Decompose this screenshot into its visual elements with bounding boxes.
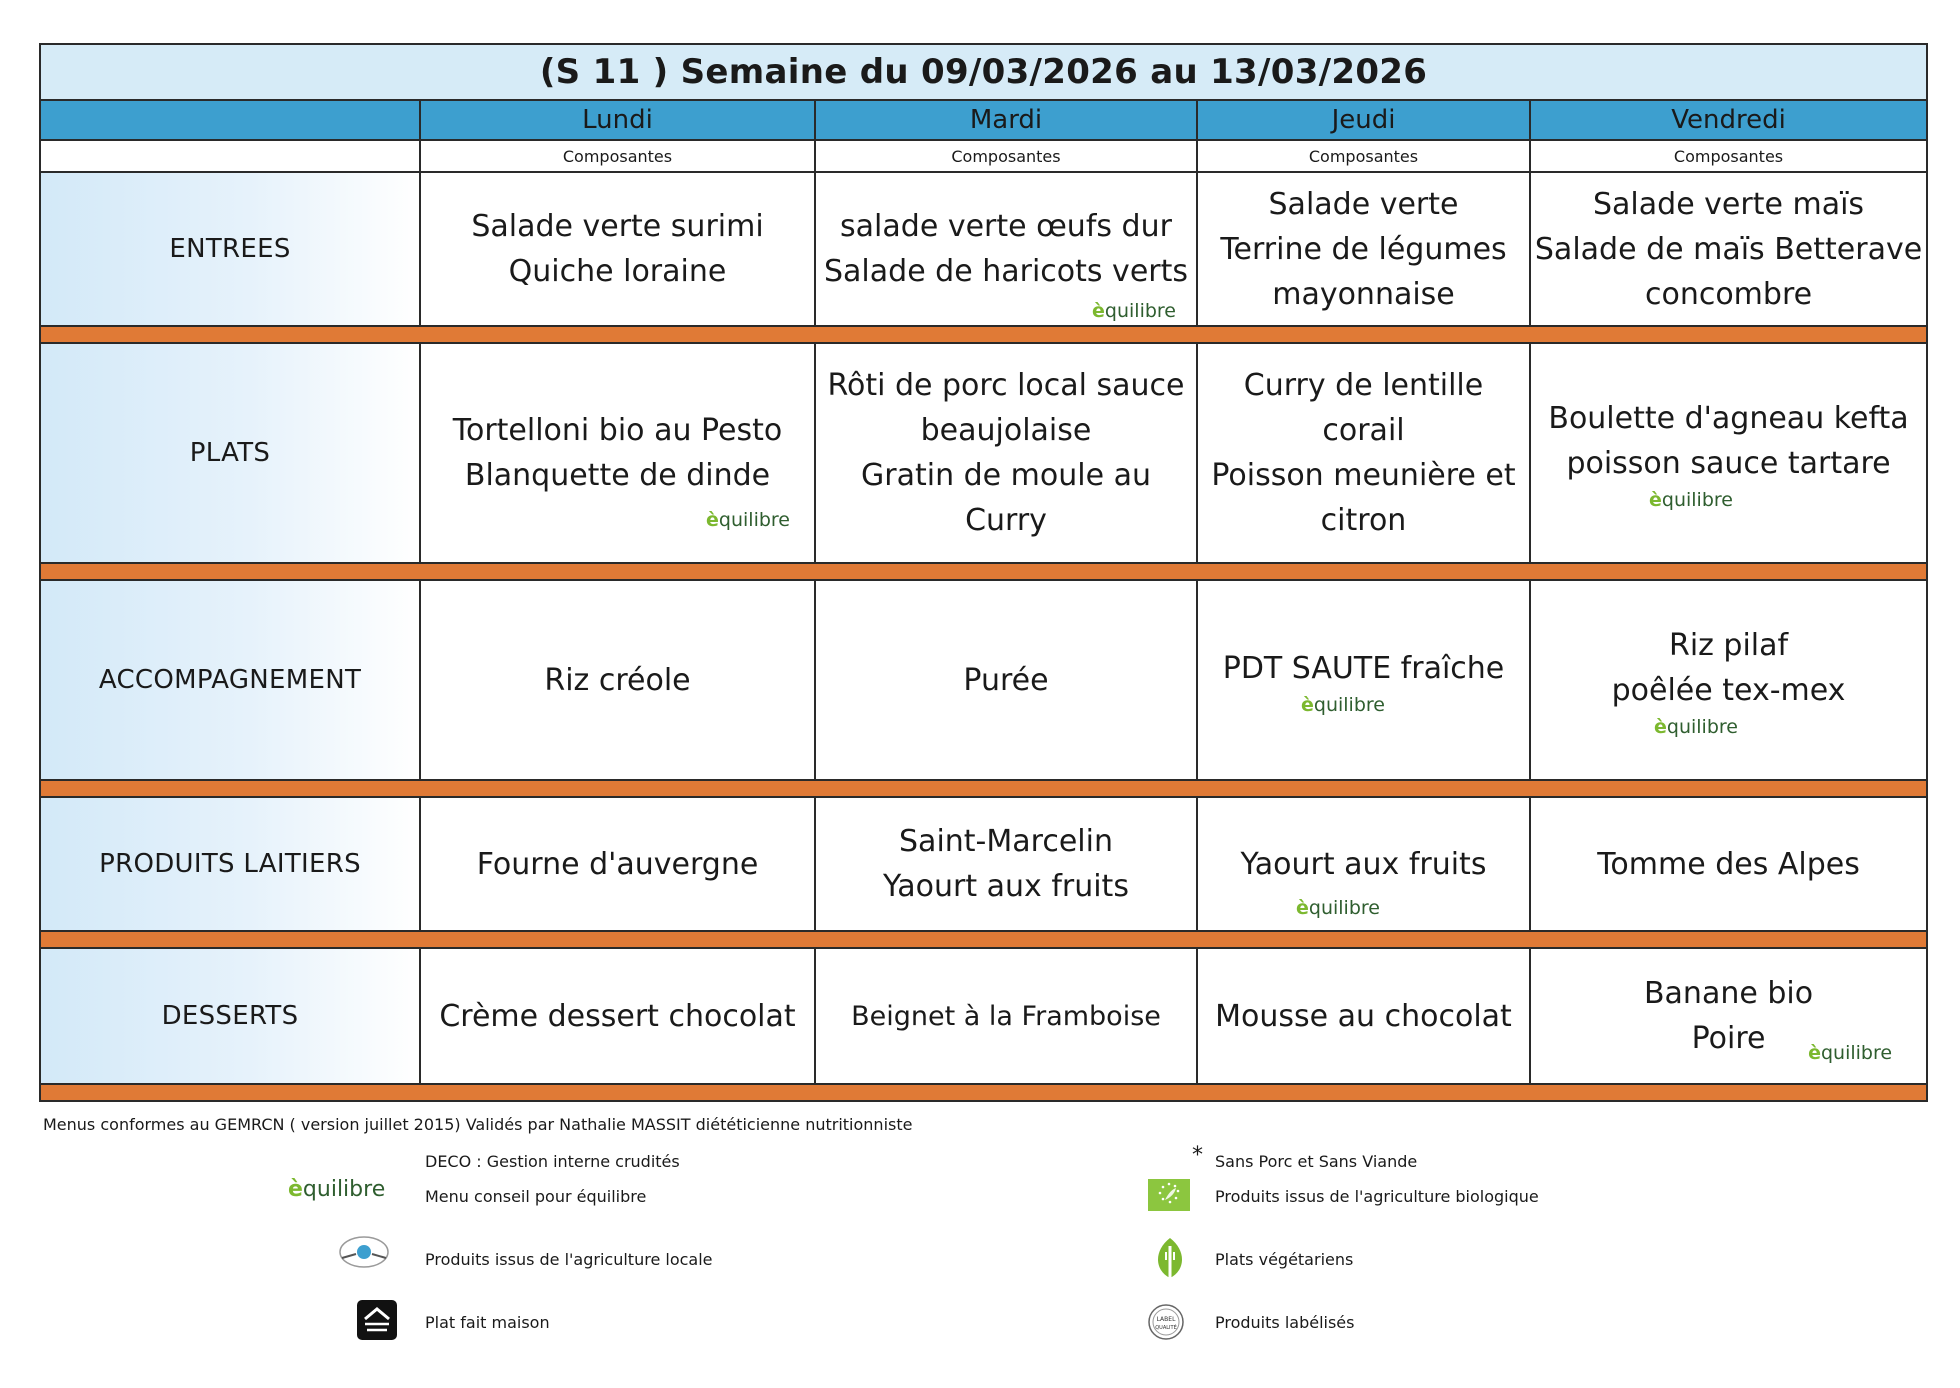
dish-name: salade verte œufs dur xyxy=(840,209,1172,244)
dish-name: Rôti de porc local sauce xyxy=(827,368,1185,403)
row-separator xyxy=(40,1084,1927,1101)
equilibre-logo-icon: èquilibre xyxy=(1092,300,1176,322)
dish-name: Salade de maïs Betterave xyxy=(1534,231,1923,267)
menu-cell-mardi xyxy=(815,580,1197,780)
vegetarian-leaf-icon xyxy=(1152,1236,1188,1288)
equilibre-label: quilibre xyxy=(718,509,790,531)
menu-cell-lundi xyxy=(420,172,815,326)
dish-name: Salade de haricots verts xyxy=(824,254,1188,289)
components-label: Composantes xyxy=(815,140,1197,172)
components-row xyxy=(40,140,1927,172)
dish-name: Poisson meunière et xyxy=(1211,458,1516,493)
dish-name: Mousse au chocolat xyxy=(1215,998,1512,1034)
dish-name: Salade verte xyxy=(1268,186,1459,222)
separator-bar xyxy=(40,931,1927,948)
dish-name: poisson sauce tartare xyxy=(1566,446,1891,481)
menu-cell-vendredi xyxy=(1530,343,1927,563)
dish-name: Boulette d'agneau kefta xyxy=(1548,401,1909,436)
weekly-menu-table xyxy=(39,43,1928,1102)
dish-name: mayonnaise xyxy=(1272,276,1455,312)
menu-cell-mardi xyxy=(815,172,1197,326)
dish-name: PDT SAUTE fraîche xyxy=(1222,650,1505,686)
day-header-row xyxy=(40,100,1927,140)
organic-leaf-icon xyxy=(1147,1178,1191,1212)
dish-name: Salade verte maïs xyxy=(1593,186,1865,222)
category-label: ENTREES xyxy=(40,172,420,326)
legend-bio: Produits issus de l'agriculture biologique xyxy=(1215,1187,1539,1206)
legend-label: Produits labélisés xyxy=(1215,1313,1355,1332)
corner-cell xyxy=(40,100,420,140)
components-label: Composantes xyxy=(1530,140,1927,172)
equilibre-label: quilibre xyxy=(302,1177,386,1202)
components-corner xyxy=(40,140,420,172)
separator-bar xyxy=(40,1084,1927,1101)
row-separator xyxy=(40,326,1927,343)
menu-cell-vendredi xyxy=(1530,948,1927,1084)
dish-name: Tomme des Alpes xyxy=(1597,846,1860,882)
dish-name: Tortelloni bio au Pesto xyxy=(452,413,783,448)
menu-cell-jeudi xyxy=(1197,172,1530,326)
day-header-vendredi: Vendredi xyxy=(1530,100,1927,140)
row-desserts xyxy=(40,948,1927,1084)
equilibre-logo-icon: èquilibre xyxy=(1808,1042,1893,1064)
dish-name: poêlée tex-mex xyxy=(1611,673,1846,708)
category-label: PRODUITS LAITIERS xyxy=(40,797,420,931)
day-header-mardi: Mardi xyxy=(815,100,1197,140)
equilibre-logo-icon: èquilibre xyxy=(1649,489,1733,511)
dish-name: Beignet à la Framboise xyxy=(851,1000,1161,1032)
menu-cell-vendredi xyxy=(1530,797,1927,931)
dish-name: Terrine de légumes xyxy=(1220,231,1507,267)
menu-cell-jeudi xyxy=(1197,580,1530,780)
menu-cell-mardi xyxy=(815,343,1197,563)
dish-name: concombre xyxy=(1644,276,1813,312)
dish-name: Quiche loraine xyxy=(508,254,727,289)
legend-equilibre: Menu conseil pour équilibre xyxy=(425,1187,647,1206)
menu-cell-jeudi xyxy=(1197,343,1530,563)
menu-cell-vendredi xyxy=(1530,172,1927,326)
category-label: DESSERTS xyxy=(40,948,420,1084)
menu-cell-lundi xyxy=(420,580,815,780)
menu-cell-lundi xyxy=(420,343,815,563)
dish-name: Saint-Marcelin xyxy=(899,824,1113,859)
menu-cell-jeudi xyxy=(1197,797,1530,931)
dish-name: Curry de lentille corail xyxy=(1243,368,1484,448)
equilibre-label: quilibre xyxy=(1308,897,1380,919)
dish-name: Gratin de moule au Curry xyxy=(861,458,1151,538)
legend-deco: DECO : Gestion interne crudités xyxy=(425,1152,680,1171)
label-quality-badge-icon xyxy=(1143,1302,1189,1342)
dish-name: Crème dessert chocolat xyxy=(439,998,796,1034)
row-separator xyxy=(40,780,1927,797)
menu-cell-jeudi xyxy=(1197,948,1530,1084)
badge-label-bottom: QUALITÉ xyxy=(1155,1325,1177,1331)
asterisk-mark: * xyxy=(1192,1143,1203,1168)
equilibre-logo-icon: èquilibre xyxy=(288,1177,386,1202)
homemade-dish-icon xyxy=(355,1298,399,1342)
category-label: PLATS xyxy=(40,343,420,563)
menu-cell-lundi xyxy=(420,948,815,1084)
dish-name: beaujolaise xyxy=(920,413,1092,448)
separator-bar xyxy=(40,326,1927,343)
equilibre-label: quilibre xyxy=(1661,489,1733,511)
separator-bar xyxy=(40,780,1927,797)
equilibre-label: quilibre xyxy=(1820,1042,1893,1064)
equilibre-logo-icon: èquilibre xyxy=(1301,693,1385,716)
legend-local: Produits issus de l'agriculture locale xyxy=(425,1250,713,1269)
dish-name: Riz créole xyxy=(544,662,691,698)
badge-label-top: LABEL xyxy=(1156,1316,1176,1323)
row-produits-laitiers xyxy=(40,797,1927,931)
row-entrees xyxy=(40,172,1927,326)
equilibre-logo-icon: èquilibre xyxy=(706,509,790,531)
equilibre-logo-icon: èquilibre xyxy=(1654,716,1738,738)
dish-name: Yaourt aux fruits xyxy=(883,869,1129,904)
legend-vegetarien: Plats végétariens xyxy=(1215,1250,1354,1269)
equilibre-label: quilibre xyxy=(1666,716,1738,738)
day-header-jeudi: Jeudi xyxy=(1197,100,1530,140)
row-separator xyxy=(40,931,1927,948)
dish-name: Blanquette de dinde xyxy=(464,458,771,493)
row-accompagnement xyxy=(40,580,1927,780)
components-label: Composantes xyxy=(420,140,815,172)
menu-title: (S 11 ) Semaine du 09/03/2026 au 13/03/2026 xyxy=(40,44,1927,100)
row-plats xyxy=(40,343,1927,563)
gemrcn-footnote: Menus conformes au GEMRCN ( version juillet 2015) Validés par Nathalie MASSIT diététicienne nutritionniste xyxy=(43,1115,913,1134)
menu-cell-lundi xyxy=(420,797,815,931)
dish-name: Salade verte surimi xyxy=(471,209,764,244)
equilibre-label: quilibre xyxy=(1104,300,1176,322)
equilibre-logo-icon: èquilibre xyxy=(1296,897,1380,919)
dish-name: Fourne d'auvergne xyxy=(476,846,759,882)
row-separator xyxy=(40,563,1927,580)
menu-cell-mardi xyxy=(815,797,1197,931)
dish-name: Riz pilaf xyxy=(1668,628,1789,663)
dish-name: Banane bio xyxy=(1643,976,1814,1011)
local-agriculture-icon xyxy=(336,1232,392,1272)
equilibre-label: quilibre xyxy=(1313,693,1385,716)
dish-name: Purée xyxy=(963,662,1049,698)
dish-name: Yaourt aux fruits xyxy=(1240,846,1487,882)
legend-maison: Plat fait maison xyxy=(425,1313,550,1332)
menu-cell-mardi xyxy=(815,948,1197,1084)
dish-name: citron xyxy=(1320,503,1407,538)
day-header-lundi: Lundi xyxy=(420,100,815,140)
separator-bar xyxy=(40,563,1927,580)
dish-name: Poire xyxy=(1691,1021,1766,1056)
legend-sans-porc: Sans Porc et Sans Viande xyxy=(1215,1152,1418,1171)
components-label: Composantes xyxy=(1197,140,1530,172)
menu-cell-vendredi xyxy=(1530,580,1927,780)
category-label: ACCOMPAGNEMENT xyxy=(40,580,420,780)
